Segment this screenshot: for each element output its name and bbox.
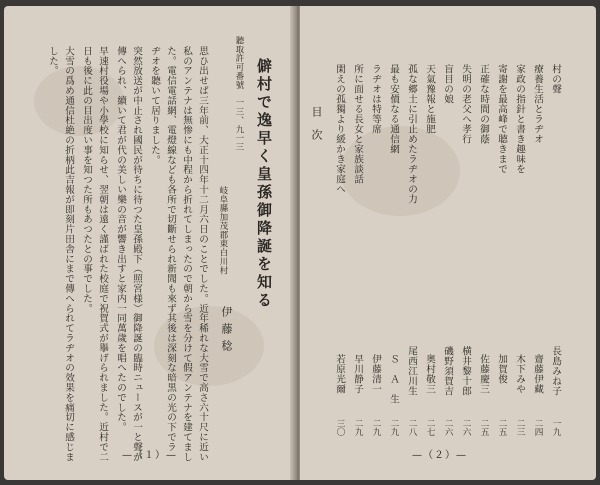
toc-title: 寄謝を最高峰で聴きまで [496,64,507,174]
toc-author: 伊藤清一 [370,354,381,394]
toc-title: ラヂオは特等席 [370,64,381,134]
toc-title: 盲目の娘 [442,64,453,104]
body-line: 私のアンテナは無惨にも中程から折れてしまったので朝から雪を分けて假アンテナを建てまし [181,46,192,462]
toc-entry[interactable] [368,64,382,436]
toc-page: 一九 [551,418,561,436]
toc-title: 村の聲 [550,64,561,94]
toc-page: 二四 [533,418,543,436]
toc-author: 長島みね子 [550,346,561,396]
toc-author: 横井黎十郎 [460,346,471,396]
toc-title: 最も安價なる通信網 [388,64,399,154]
toc-heading: 目次 [310,106,323,152]
body-line: 思ひ出せば三年前、大正十四年十二月六日のことでした。近年稀れな大雪で高さ六十尺に近い [197,46,208,462]
toc-author: 若原光爾 [334,354,345,394]
right-page [300,6,596,480]
article-title: 僻村で逸早く皇孫御降誕を知る [255,58,273,310]
toc-author: 奥村敬三 [424,354,435,394]
toc-page: 二九 [389,418,399,436]
toc-entry[interactable] [350,64,364,436]
toc-page: 二六 [443,418,453,436]
toc-entry[interactable] [476,64,490,436]
left-page [4,6,296,480]
toc-author: Ｓ Ａ 生 [388,354,399,404]
author-address: 岐阜縣加茂郡東白川村 [219,186,229,275]
toc-entry[interactable] [386,64,400,436]
toc-page: 二五 [479,418,489,436]
toc-page: 二五 [497,418,507,436]
toc-entry[interactable] [548,64,562,436]
toc-title: 孤な郷土に引止めたラヂオの力 [406,64,417,204]
toc-page: 二九 [371,418,381,436]
body-line: した。 [47,46,58,76]
toc-page: 二三 [515,418,525,436]
body-line: 大雪の爲め通信杜絶の折柄此吉報が即刻片田舎にまで傳へられてラヂオの效果を痛切に感じま [63,46,74,462]
toc-author: 早川静子 [352,354,363,394]
toc-page: 二九 [353,418,363,436]
toc-entry[interactable] [494,64,508,436]
toc-entry[interactable] [530,64,544,436]
toc-entry[interactable] [512,64,526,436]
body-line: た。電信電話網、電燈線なども各所で切斷せられ新聞も來ず其後は深刻な暗黒の光の下でラ [165,46,176,452]
toc-title: 正確な時間の御蔭 [478,64,489,144]
page-number: —（２）— [412,450,467,461]
toc-author: 尾西江川生 [406,346,417,396]
toc-title: 所に面せる長女と家族談話 [352,64,363,184]
license-number: 聽取許可番號 一三、九一三 [235,36,245,152]
toc-author: 齋藤伊藏 [532,354,543,394]
toc-title: 閑えの孤獨より緩かき家庭へ [334,64,345,194]
toc-entry[interactable] [422,64,436,436]
body-line: 日も後に此の目出度い事を知つた所もあつたとの事でした。 [81,46,92,314]
toc-title: 家政の指針と書き趣味を [514,64,525,174]
author-name: 伊藤稔 [220,306,233,357]
toc-title: 療養生活とラヂオ [532,64,543,144]
toc-entry[interactable] [404,64,418,436]
toc-entry[interactable] [440,64,454,436]
body-line: 突然放送が中止され國民が待ちに待つた皇孫殿下（照宮様）御降誕の臨時ニュースが一と聲が [131,46,142,462]
toc-page: 二七 [425,418,435,436]
toc-author: 磯野須賀吉 [442,346,453,396]
body-line: 早速村役場や小學校に知らせ、翌朝は遠く謹ばれた校庭で祝賀式が擧げられました。近村で二 [97,46,108,462]
toc-entry[interactable] [332,64,346,436]
toc-author: 佐藤慶三 [478,354,489,394]
toc-page: 二六 [461,418,471,436]
toc-title: 失明の老父へ孝行 [460,64,471,144]
body-line: ヂオを聽いて居りました。 [149,46,160,165]
body-line: 傳へられ、續いて君が代の美しい樂の音が響き出すと家内一同萬歲を唱へたのでした。 [115,46,126,433]
toc-page: 二八 [407,418,417,436]
page-number: —（１）— [122,450,177,461]
toc-title: 天氣豫報と施肥 [424,64,435,134]
toc-author: 木下みや [514,354,525,394]
toc-author: 加賀俊 [496,354,507,384]
toc-page: 三〇 [335,418,345,436]
toc-entry[interactable] [458,64,472,436]
